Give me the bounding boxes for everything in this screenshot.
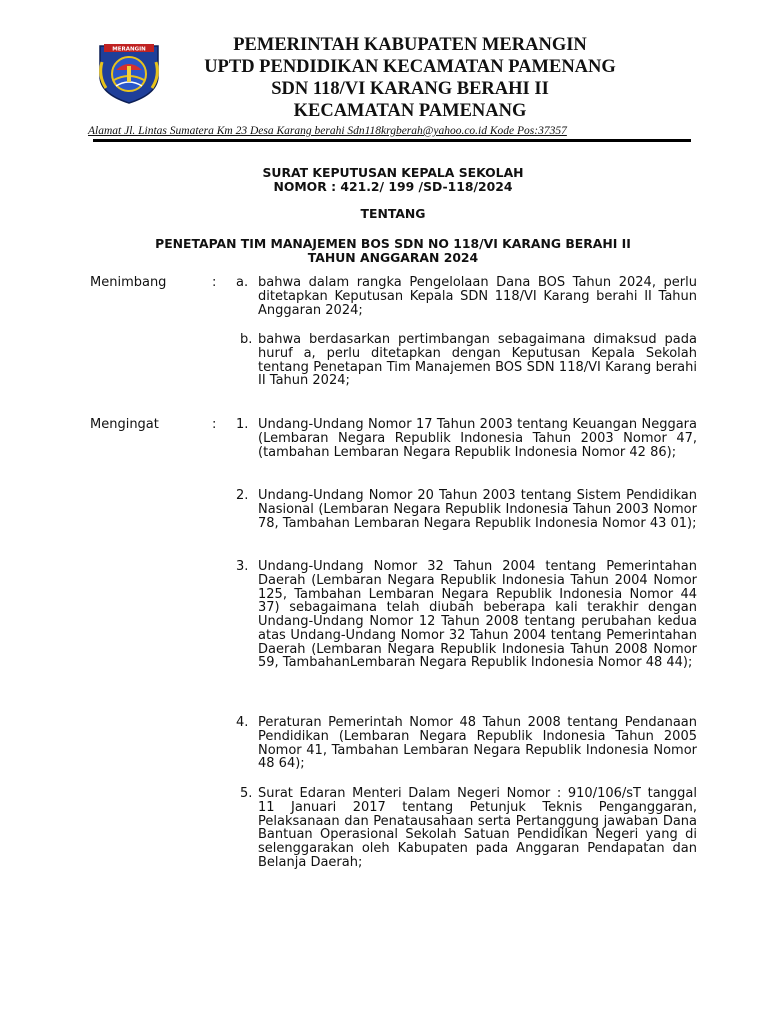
- mengingat-item-2-text: Undang-Undang Nomor 20 Tahun 2003 tentang Sistem Pendidikan Nasional (Lembaran Negara Republik Indonesia Tahun 2003 Nomor 78, Tambahan Lembaran Negara Republik Indonesia Nomor 43 01);: [258, 488, 697, 531]
- mengingat-item-4-text: Peraturan Pemerintah Nomor 48 Tahun 2008 tentang Pendanaan Pendidikan (Lembaran Negara Republik Indonesia Tahun 2005 Nomor 41, Tambahan Lembaran Negara Republik Indonesia Nomor 48 64);: [258, 715, 697, 772]
- mengingat-item-1-number: 1.: [236, 417, 249, 432]
- menimbang-item-b-text: bahwa berdasarkan pertimbangan sebagaimana dimaksud pada huruf a, perlu ditetapkan dengan Keputusan Kepala Sekolah tentang Penetapan Tim Manajemen BOS SDN 118/VI Karang berahi II Tahun 2024;: [258, 332, 697, 389]
- regency-crest-logo: [96, 40, 162, 106]
- menimbang-colon: :: [212, 275, 217, 290]
- letterhead-line-uptd: UPTD PENDIDIKAN KECAMATAN PAMENANG: [204, 57, 616, 77]
- mengingat-item-1-text: Undang-Undang Nomor 17 Tahun 2003 tentang Keuangan Neggara (Lembaran Negara Republik Indonesia Tahun 2003 Nomor 47, (tambahan Lembaran Negara Republik Indonesia Nomor 42 86);: [258, 417, 697, 460]
- mengingat-label: Mengingat: [90, 417, 159, 432]
- letterhead: [160, 34, 660, 122]
- mengingat-colon: :: [212, 417, 217, 432]
- letterhead-line-government: PEMERINTAH KABUPATEN MERANGIN: [233, 35, 587, 55]
- mengingat-item-2-number: 2.: [236, 488, 249, 503]
- letterhead-line-district: KECAMATAN PAMENANG: [293, 101, 527, 121]
- mengingat-item-5-text: Surat Edaran Menteri Dalam Negeri Nomor : 910/106/sT tanggal 11 Januari 2017 tentang Petunjuk Teknis Penganggaran, Pelaksanaan dan Penatausahaan serta Pertanggung jawaban Dana Bantuan Operasional Sekolah Satuan Pendidikan Negeri yang di selenggarakan oleh Kabupaten pada Anggaran Pendapatan dan Belanja Daerah;: [258, 786, 697, 870]
- letterhead-address: Alamat Jl. Lintas Sumatera Km 23 Desa Karang berahi Sdn118krgberah@yahoo.co.id Kode Pos:37357: [88, 125, 567, 137]
- menimbang-item-a-text: bahwa dalam rangka Pengelolaan Dana BOS Tahun 2024, perlu ditetapkan Keputusan Kepala SDN 118/VI Karang berahi II Tahun Anggaran 2024;: [258, 275, 697, 318]
- decree-about: TENTANG: [360, 206, 426, 221]
- decree-title-line: SURAT KEPUTUSAN KEPALA SEKOLAH: [262, 165, 524, 180]
- decree-number: NOMOR : 421.2/ 199 /SD-118/2024: [273, 178, 513, 194]
- decree-title: [90, 166, 696, 193]
- letterhead-divider: [93, 139, 691, 142]
- menimbang-label: Menimbang: [90, 275, 167, 290]
- decree-subject-line-1: PENETAPAN TIM MANAJEMEN BOS SDN NO 118/VI KARANG BERAHI II: [155, 236, 631, 251]
- mengingat-item-3-text: Undang-Undang Nomor 32 Tahun 2004 tentang Pemerintahan Daerah (Lembaran Negara Republik Indonesia Tahun 2004 Nomor 125, Tambahan Lembaran Negara Republik Indonesia Nomor 44 37) sebagaimana telah diubah beberapa kali terakhir dengan Undang-Undang Nomor 12 Tahun 2008 tentang perubahan kedua atas Undang-Undang Nomor 32 Tahun 2004 tentang Pemerintahan Daerah (Lembaran Negara Republik Indonesia Tahun 2008 Nomor 59, TambahanLembaran Negara Republik Indonesia Nomor 48 44);: [258, 559, 697, 671]
- decree-subject-line-2: TAHUN ANGGARAN 2024: [307, 249, 479, 265]
- letterhead-line-school: SDN 118/VI KARANG BERAHI II: [271, 79, 549, 99]
- crest-ribbon-text: MERANGIN: [112, 46, 146, 53]
- mengingat-item-4-number: 4.: [236, 715, 249, 730]
- mengingat-item-5-number: 5.: [240, 786, 253, 801]
- menimbang-item-a-number: a.: [236, 275, 249, 290]
- decree-subject: [90, 237, 696, 264]
- mengingat-item-3-number: 3.: [236, 559, 249, 574]
- menimbang-item-b-number: b.: [240, 332, 253, 347]
